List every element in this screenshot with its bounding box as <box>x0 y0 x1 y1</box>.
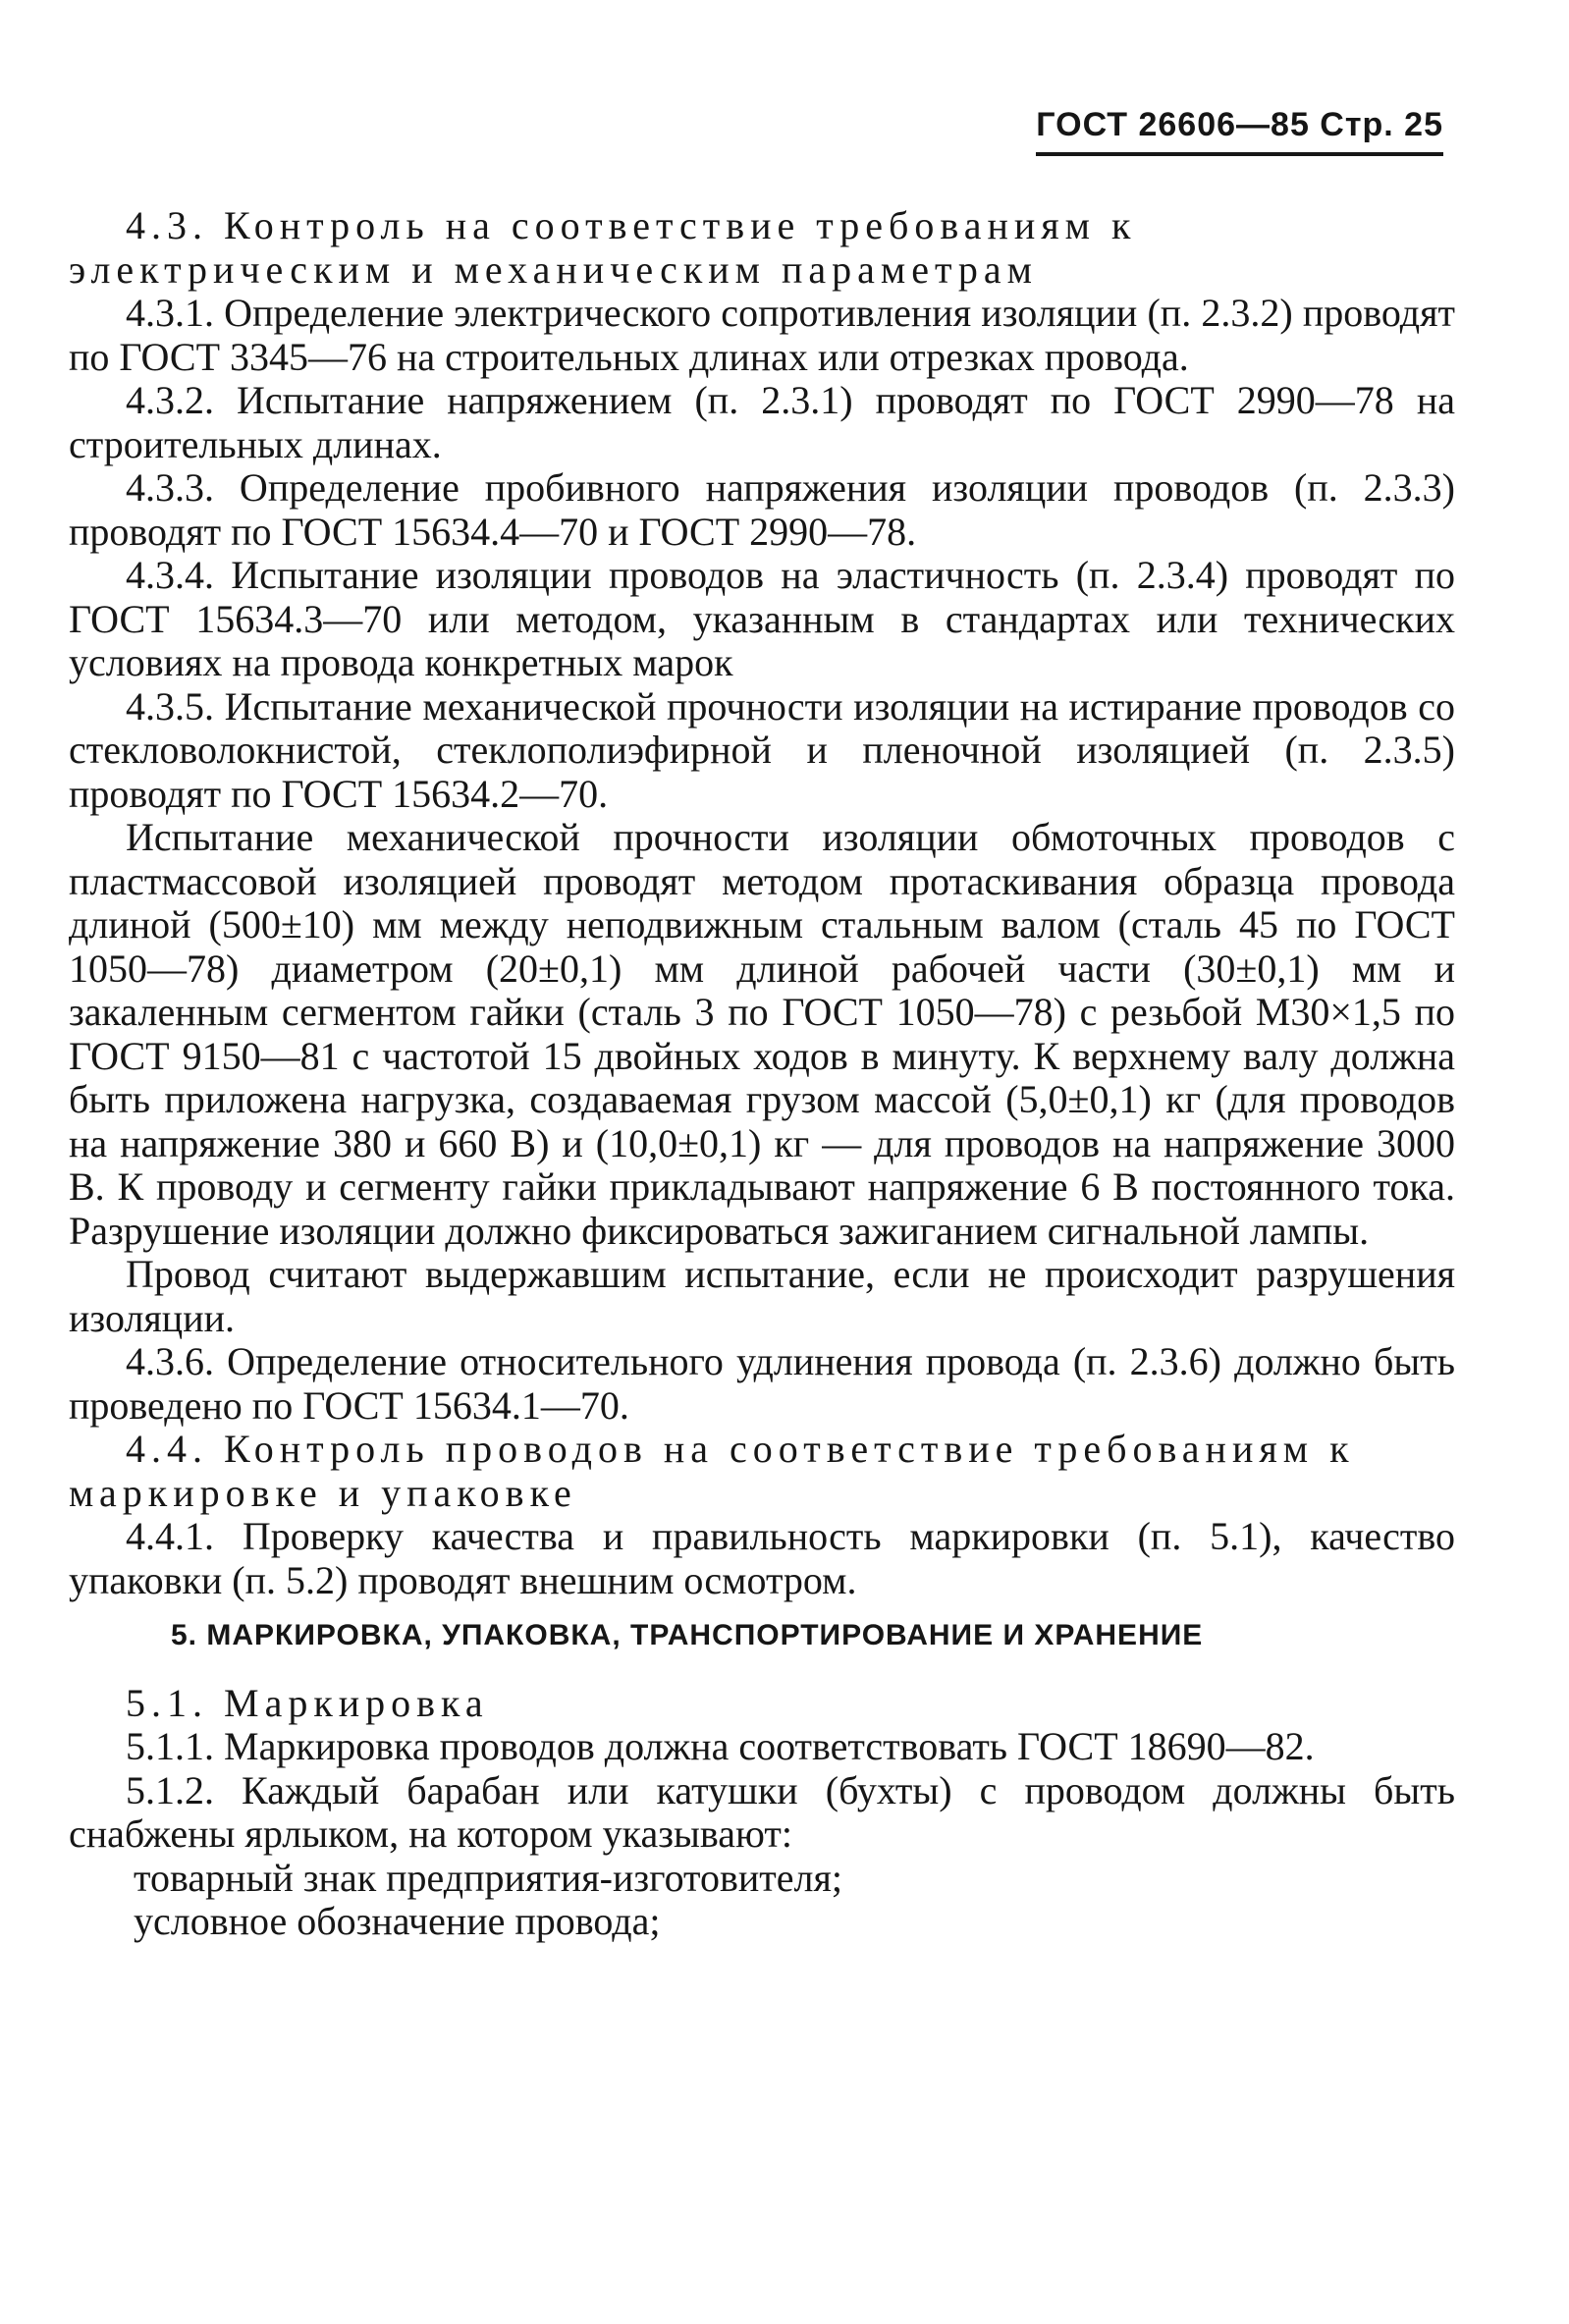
paragraph-4-3-4: 4.3.4. Испытание изоляции проводов на эластичность (п. 2.3.4) проводят по ГОСТ 15634.3—70 или методом, указанным в стандартах или технических условиях на провода конкретных марок <box>69 553 1455 684</box>
subsection-title-4-3: 4.3. Контроль на соответствие требованиям к электрическим и механическим параметрам <box>69 203 1137 292</box>
paragraph-4-3-1: 4.3.1. Определение электрического сопротивления изоляции (п. 2.3.2) проводят по ГОСТ 3345—76 на строительных длинах или отрезках провода. <box>69 291 1455 379</box>
paragraph-4-3-6: 4.3.6. Определение относительного удлинения провода (п. 2.3.6) должно быть проведено по ГОСТ 15634.1—70. <box>69 1339 1455 1428</box>
running-header: ГОСТ 26606—85 Стр. 25 <box>1036 106 1443 156</box>
paragraph-test-criterion: Провод считают выдержавшим испытание, если не происходит разрушения изоляции. <box>69 1252 1455 1340</box>
paragraph-4-3-3: 4.3.3. Определение пробивного напряжения изоляции проводов (п. 2.3.3) проводят по ГОСТ 15634.4—70 и ГОСТ 2990—78. <box>69 465 1455 554</box>
paragraph-wear-test: Испытание механической прочности изоляции обмоточных проводов с пластмассовой изоляцией проводят методом протаскивания образца провода длиной (500±10) мм между неподвижным стальным валом (сталь 45 по ГОСТ 1050—78) диаметром (20±0,1) мм длиной рабочей части (30±0,1) мм и закаленным сегментом гайки (сталь 3 по ГОСТ 1050—78) с резьбой М30×1,5 по ГОСТ 9150—81 с частотой 15 двойных ходов в минуту. К верхнему валу должна быть приложена нагрузка, создаваемая грузом массой (5,0±0,1) кг (для проводов на напряжение 380 и 660 В) и (10,0±0,1) кг — для проводов на напряжение 3000 В. К проводу и сегменту гайки прикладывают напряжение 6 В постоянного тока. Разрушение изоляции должно фиксироваться зажиганием сигнальной лампы. <box>69 815 1455 1253</box>
subsection-title-5-1: 5.1. Маркировка <box>126 1680 489 1725</box>
subsection-title-4-4: 4.4. Контроль проводов на соответствие требованиям к маркировке и упаковке <box>69 1427 1355 1515</box>
paragraph-5-1-1: 5.1.1. Маркировка проводов должна соответствовать ГОСТ 18690—82. <box>126 1724 1315 1768</box>
paragraph-5-1-2: 5.1.2. Каждый барабан или катушки (бухты) с проводом должны быть снабжены ярлыком, на котором указывают: <box>69 1767 1455 1856</box>
paragraph-4-3-5: 4.3.5. Испытание механической прочности изоляции на истирание проводов со стекловолокнистой, стеклополиэфирной и пленочной изоляцией (п. 2.3.5) проводят по ГОСТ 15634.2—70. <box>69 683 1455 816</box>
section-heading-5: 5. МАРКИРОВКА, УПАКОВКА, ТРАНСПОРТИРОВАНИЕ И ХРАНЕНИЕ <box>171 1619 1204 1651</box>
list-item-trademark: товарный знак предприятия-изготовителя; <box>134 1855 842 1900</box>
paragraph-4-3-2: 4.3.2. Испытание напряжением (п. 2.3.1) проводят по ГОСТ 2990—78 на строительных длинах. <box>69 378 1455 466</box>
page-body <box>69 204 1455 1944</box>
list-item-designation: условное обозначение провода; <box>134 1899 661 1943</box>
paragraph-4-4-1: 4.4.1. Проверку качества и правильность маркировки (п. 5.1), качество упаковки (п. 5.2) проводят внешним осмотром. <box>69 1514 1455 1602</box>
